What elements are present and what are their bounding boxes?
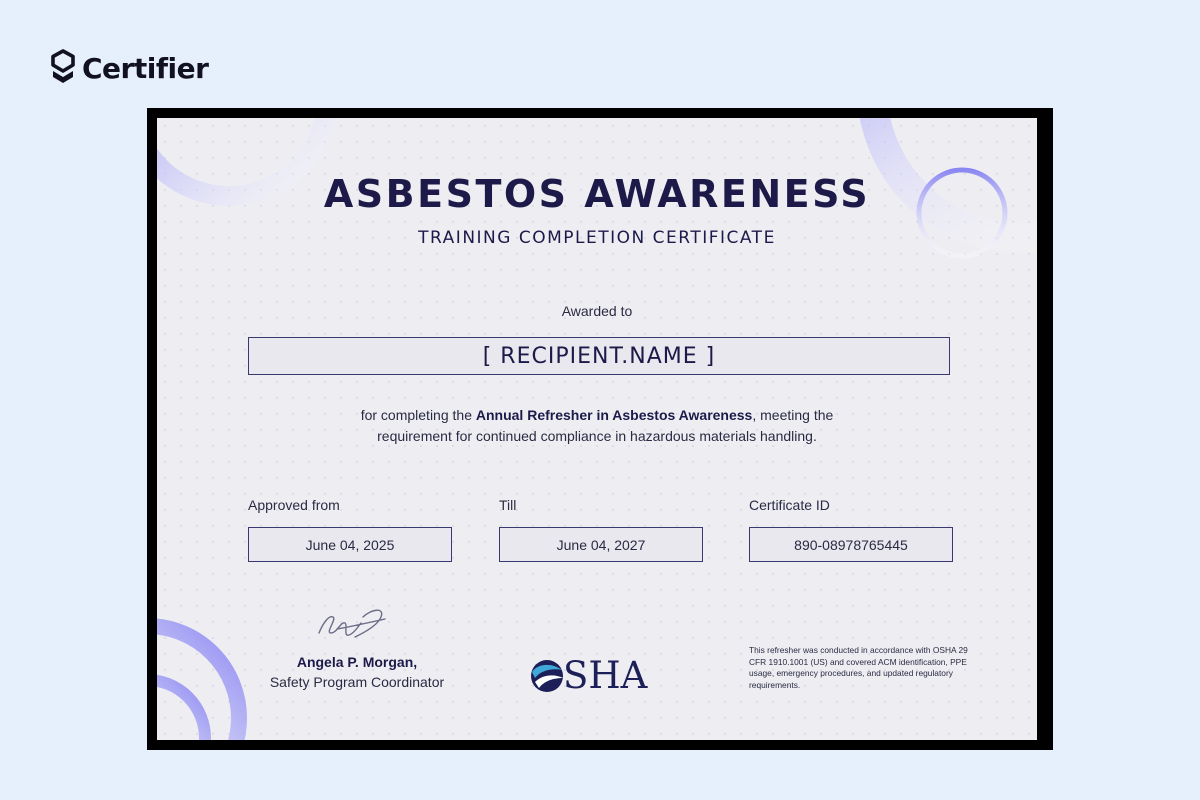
signature	[315, 603, 391, 643]
brand-logo	[50, 48, 208, 88]
signer-role: Safety Program Coordinator	[269, 674, 445, 690]
certificate	[157, 118, 1037, 740]
certificate-frame	[147, 108, 1053, 750]
arc-bottom-left-small	[157, 680, 205, 740]
certificate-title: ASBESTOS AWARENESS	[323, 172, 871, 216]
certificate-subtitle: TRAINING COMPLETION CERTIFICATE	[418, 228, 776, 248]
approved-from-field: June 04, 2025	[248, 527, 452, 562]
osha-swirl-icon	[529, 658, 565, 694]
certifier-shield-icon	[50, 49, 76, 87]
recipient-name-field: [ RECIPIENT.NAME ]	[248, 337, 950, 375]
description-line2: requirement for continued compliance in hazardous materials handling.	[377, 428, 817, 444]
till-field: June 04, 2027	[499, 527, 703, 562]
description-suffix: , meeting the	[752, 407, 834, 423]
compliance-note: This refresher was conducted in accordance with OSHA 29 CFR 1910.1001 (US) and covered ACM identification, PPE usage, emergency procedures, and updated regulatory requirements.	[749, 645, 968, 690]
course-name: Annual Refresher in Asbestos Awareness	[475, 407, 753, 423]
awarded-label: Awarded to	[561, 303, 633, 319]
osha-logo	[529, 656, 647, 696]
brand-name: Certifier	[82, 51, 209, 85]
signer-name: Angela P. Morgan,	[296, 654, 418, 670]
approved-from-label: Approved from	[248, 497, 340, 513]
logo-text: SHA	[563, 654, 648, 697]
till-label: Till	[499, 497, 517, 513]
certificate-id-field: 890-08978765445	[749, 527, 953, 562]
certificate-id-label: Certificate ID	[749, 497, 830, 513]
certificate-description	[157, 405, 1037, 447]
description-prefix: for completing the	[360, 407, 476, 423]
